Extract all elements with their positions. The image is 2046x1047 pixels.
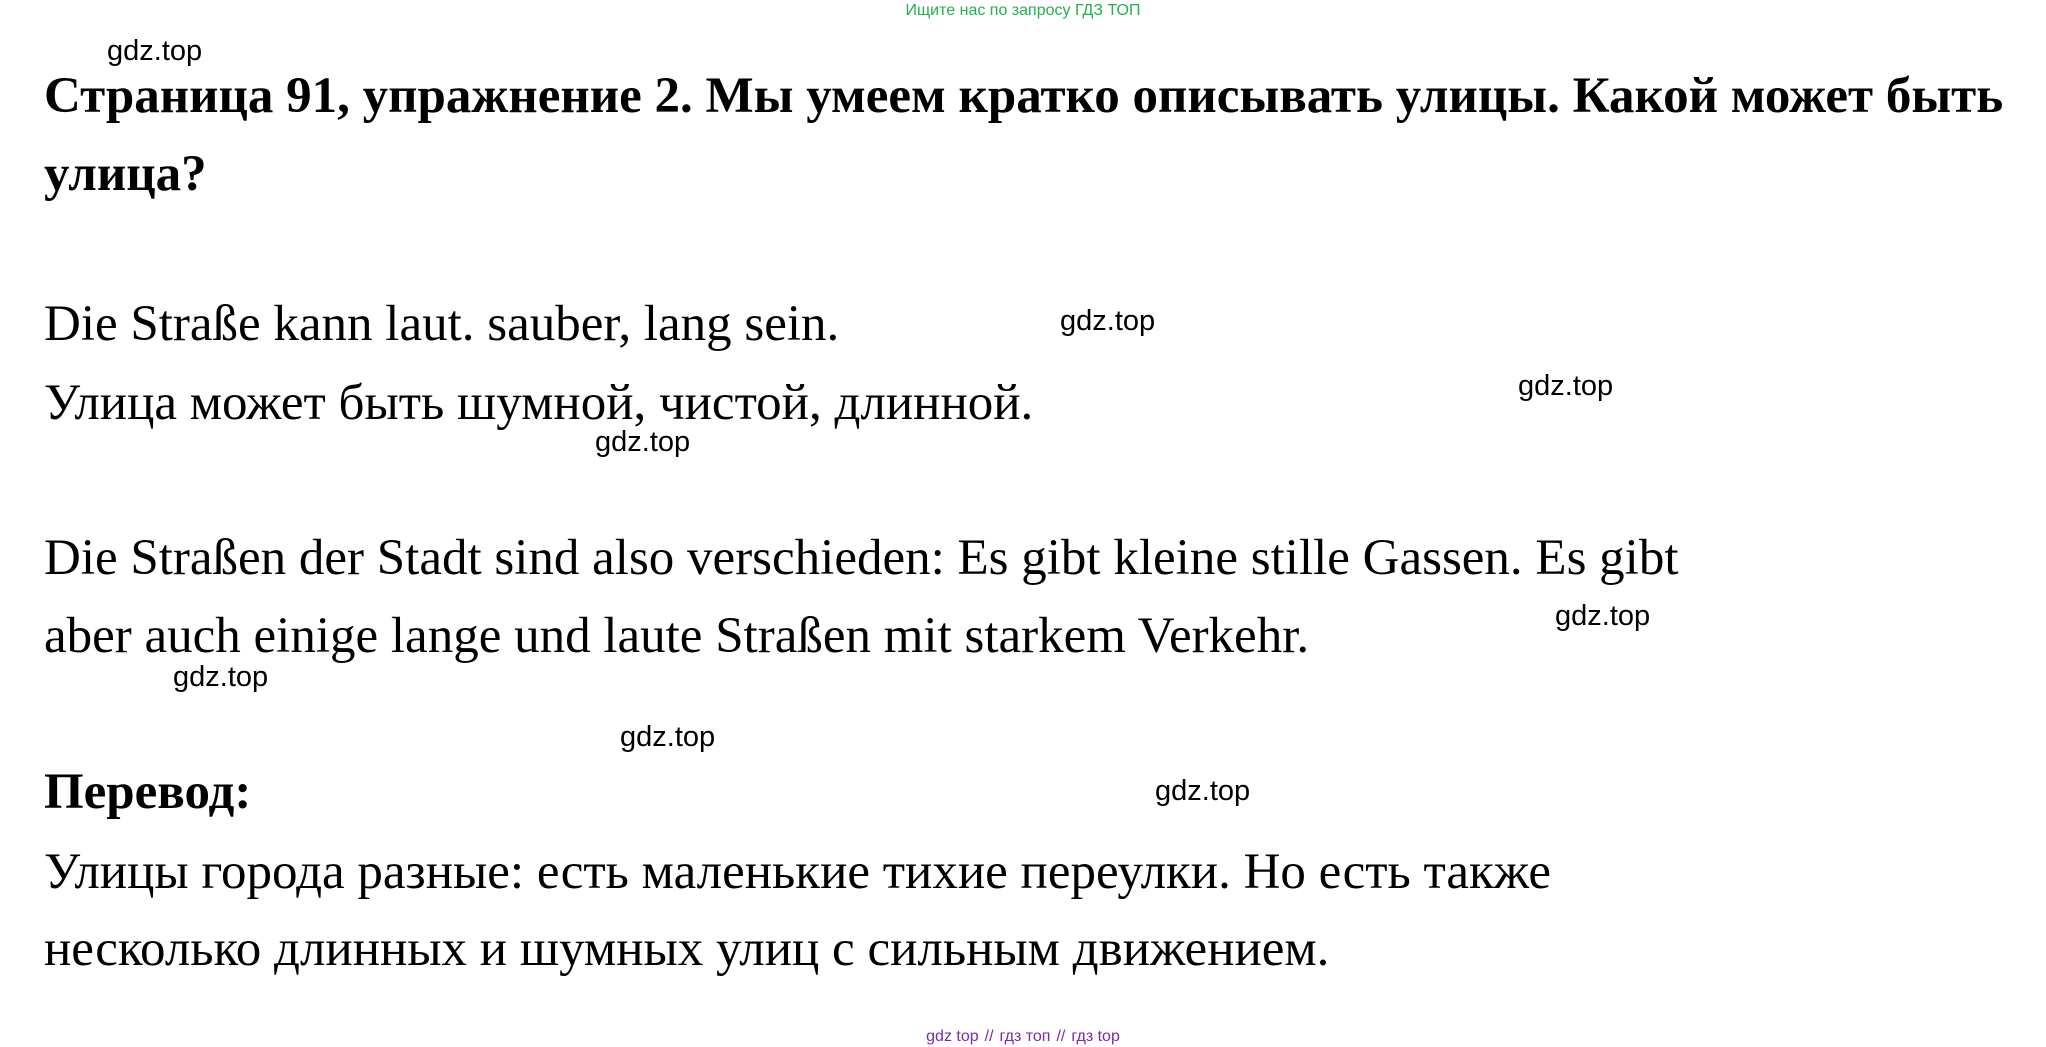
watermark: gdz.top: [107, 35, 203, 67]
translation-heading: Перевод:: [44, 764, 252, 820]
footer-link-gdz-top-ru[interactable]: гдз топ: [999, 1028, 1051, 1045]
watermark: gdz.top: [595, 426, 691, 458]
translation-line-1: Улицы города разные: есть маленькие тихие переулки. Но есть также: [44, 844, 1552, 900]
german-paragraph-line-2: aber auch einige lange und laute Straßen mit starkem Verkehr.: [44, 608, 1310, 664]
watermark: gdz.top: [173, 661, 269, 693]
page-title: Страница 91, упражнение 2. Мы умеем кратко описывать улицы. Какой может быть улица?: [44, 68, 2004, 202]
german-sentence: Die Straße kann laut. sauber, lang sein.: [44, 296, 840, 352]
footer-separator: //: [1056, 1028, 1066, 1045]
footer-links: [0, 1028, 2046, 1046]
russian-sentence: Улица может быть шумной, чистой, длинной.: [44, 375, 1034, 431]
watermark: gdz.top: [1518, 370, 1614, 402]
translation-line-2: несколько длинных и шумных улиц с сильным движением.: [44, 921, 1330, 977]
german-paragraph-line-1: Die Straßen der Stadt sind also verschieden: Es gibt kleine stille Gassen. Es gibt: [44, 530, 1679, 586]
top-banner[interactable]: Ищите нас по запросу ГДЗ ТОП: [905, 2, 1141, 19]
footer-link-gdz-top-mixed[interactable]: гдз top: [1071, 1028, 1120, 1045]
footer-link-gdz-top[interactable]: gdz top: [926, 1028, 979, 1045]
watermark: gdz.top: [1155, 775, 1251, 807]
watermark: gdz.top: [1555, 600, 1651, 632]
footer-separator: //: [984, 1028, 994, 1045]
watermark: gdz.top: [1060, 305, 1156, 337]
watermark: gdz.top: [620, 721, 716, 753]
